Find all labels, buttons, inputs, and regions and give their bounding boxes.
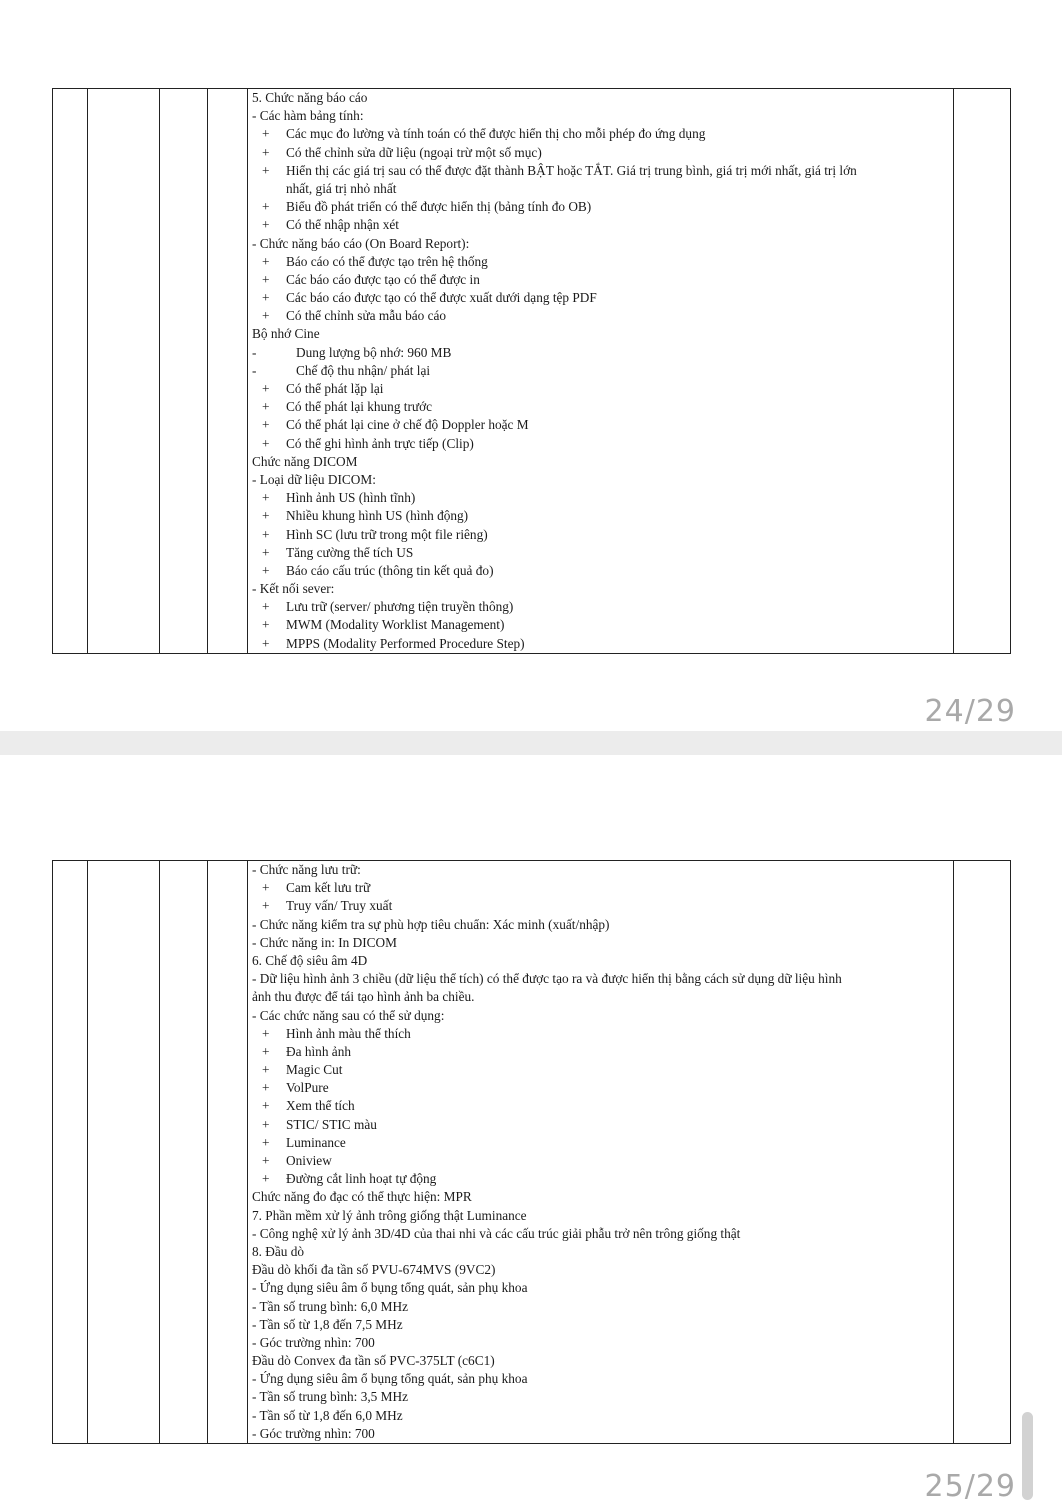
spec-line-text: MPPS (Modality Performed Procedure Step) xyxy=(286,635,525,651)
spec-line xyxy=(252,1298,949,1316)
plus-bullet: + xyxy=(262,1080,270,1096)
spec-line-text: Các mục đo lường và tính toán có thể được hiển thị cho mỗi phép đo ứng dụng xyxy=(286,126,706,142)
plus-bullet: + xyxy=(262,399,270,415)
table-cell-name xyxy=(88,861,160,1444)
plus-bullet: + xyxy=(262,562,270,578)
spec-table-page-25 xyxy=(52,860,1011,1444)
spec-line xyxy=(252,635,949,653)
table-cell-unit xyxy=(160,861,208,1444)
plus-bullet: + xyxy=(262,435,270,451)
spec-line-text: Magic Cut xyxy=(286,1062,343,1078)
spec-line-text: - Ứng dụng siêu âm ổ bụng tổng quát, sản phụ khoa xyxy=(252,1280,528,1296)
plus-bullet: + xyxy=(262,1098,270,1114)
spec-line xyxy=(252,544,949,562)
spec-line-text: nhất, giá trị nhỏ nhất xyxy=(286,180,397,196)
spec-line-text: - Tần số từ 1,8 đến 6,0 MHz xyxy=(252,1407,403,1423)
spec-line xyxy=(252,1207,949,1225)
spec-line-text: - Góc trường nhìn: 700 xyxy=(252,1425,375,1441)
plus-bullet: + xyxy=(262,1153,270,1168)
spec-line-text: - Tần số từ 1,8 đến 7,5 MHz xyxy=(252,1316,403,1332)
spec-line xyxy=(252,970,949,988)
plus-bullet: + xyxy=(262,144,270,160)
spec-line-text: - Góc trường nhìn: 700 xyxy=(252,1334,375,1350)
table-cell-qty xyxy=(208,89,248,654)
plus-bullet: + xyxy=(262,544,270,560)
spec-line-text: Bộ nhớ Cine xyxy=(252,326,320,342)
spec-line-text: Lưu trữ (server/ phương tiện truyền thông) xyxy=(286,599,514,615)
spec-line-text: Dung lượng bộ nhớ: 960 MB xyxy=(296,344,452,360)
spec-line xyxy=(252,916,949,934)
spec-line xyxy=(252,861,949,879)
page-number: 24/29 xyxy=(924,694,1016,729)
table-cell-specifications xyxy=(248,861,954,1444)
spec-line xyxy=(252,598,949,616)
spec-line xyxy=(252,1079,949,1097)
spec-line xyxy=(252,435,949,453)
spec-line-text: - Chức năng in: In DICOM xyxy=(252,934,397,950)
spec-line-text: Có thể phát lại cine ở chế độ Doppler hoặc M xyxy=(286,417,529,433)
document-page-25 xyxy=(0,755,1062,1504)
spec-line-text: Có thể chỉnh sửa mẫu báo cáo xyxy=(286,308,447,324)
spec-line xyxy=(252,616,949,634)
plus-bullet: + xyxy=(262,290,270,306)
spec-line xyxy=(252,1007,949,1025)
plus-bullet: + xyxy=(262,1025,270,1041)
spec-line-text: STIC/ STIC màu xyxy=(286,1116,377,1132)
spec-line-text: MWM (Modality Worklist Management) xyxy=(286,617,505,633)
table-cell-index xyxy=(53,861,88,1444)
spec-line xyxy=(252,471,949,489)
spec-line xyxy=(252,1388,949,1406)
spec-line xyxy=(252,1152,949,1170)
spec-line-text: Đường cắt linh hoạt tự động xyxy=(286,1171,437,1187)
dash-bullet: - xyxy=(252,362,257,378)
plus-bullet: + xyxy=(262,526,270,542)
spec-line xyxy=(252,235,949,253)
spec-line-text: Có thể ghi hình ảnh trực tiếp (Clip) xyxy=(286,435,474,451)
spec-line-text: Truy vấn/ Truy xuất xyxy=(286,898,393,914)
plus-bullet: + xyxy=(262,898,270,914)
plus-bullet: + xyxy=(262,1171,270,1187)
spec-line-text: Báo cáo cấu trúc (thông tin kết quả đo) xyxy=(286,562,494,578)
spec-line xyxy=(252,1352,949,1370)
spec-line-text: Các báo cáo được tạo có thể được xuất dưới dạng tệp PDF xyxy=(286,290,597,306)
spec-line xyxy=(252,216,949,234)
document-page-24 xyxy=(0,0,1062,731)
scrollbar-thumb[interactable] xyxy=(1022,1412,1033,1500)
spec-line xyxy=(252,144,949,162)
specifications-text xyxy=(248,861,953,1443)
spec-line xyxy=(252,89,949,107)
spec-line xyxy=(252,362,949,380)
table-cell-note xyxy=(954,861,1011,1444)
spec-line-text: Chức năng đo đạc có thể thực hiện: MPR xyxy=(252,1189,472,1205)
spec-line xyxy=(252,988,949,1006)
plus-bullet: + xyxy=(262,381,270,396)
spec-line xyxy=(252,289,949,307)
spec-line-text: - Loại dữ liệu DICOM: xyxy=(252,471,376,487)
plus-bullet: + xyxy=(262,1062,270,1078)
spec-line xyxy=(252,1261,949,1279)
plus-bullet: + xyxy=(262,490,270,506)
spec-line-text: Đầu dò khối đa tần số PVU-674MVS (9VC2) xyxy=(252,1262,496,1278)
spec-line xyxy=(252,934,949,952)
spec-line xyxy=(252,1043,949,1061)
spec-line xyxy=(252,325,949,343)
spec-line xyxy=(252,1407,949,1425)
spec-line-text: - Ứng dụng siêu âm ổ bụng tổng quát, sản phụ khoa xyxy=(252,1371,528,1387)
plus-bullet: + xyxy=(262,308,270,324)
spec-line xyxy=(252,271,949,289)
spec-line xyxy=(252,1188,949,1206)
spec-line-text: Biểu đồ phát triển có thể được hiển thị (bảng tính đo OB) xyxy=(286,199,592,215)
table-row xyxy=(53,89,1011,654)
spec-line xyxy=(252,344,949,362)
spec-line-text: 6. Chế độ siêu âm 4D xyxy=(252,952,368,968)
spec-line xyxy=(252,1334,949,1352)
spec-line xyxy=(252,879,949,897)
spec-line xyxy=(252,162,949,180)
spec-line-text: Xem thể tích xyxy=(286,1098,355,1114)
spec-line-text: Báo cáo có thể được tạo trên hệ thống xyxy=(286,253,488,269)
plus-bullet: + xyxy=(262,1134,270,1150)
spec-line-text: Nhiều khung hình US (hình động) xyxy=(286,508,469,524)
spec-line xyxy=(252,380,949,398)
spec-line-text: ảnh thu được để tái tạo hình ảnh ba chiều. xyxy=(252,989,475,1005)
table-cell-unit xyxy=(160,89,208,654)
spec-line xyxy=(252,1316,949,1334)
spec-line-text: Cam kết lưu trữ xyxy=(286,880,371,896)
spec-line xyxy=(252,307,949,325)
plus-bullet: + xyxy=(262,635,270,651)
spec-line xyxy=(252,107,949,125)
spec-line-text: - Dữ liệu hình ảnh 3 chiều (dữ liệu thể tích) có thể được tạo ra và được hiển thị bằng cách sử dụng dữ liệu hình xyxy=(252,971,842,987)
spec-line xyxy=(252,453,949,471)
table-cell-index xyxy=(53,89,88,654)
spec-line-text: 8. Đầu dò xyxy=(252,1243,305,1259)
spec-line xyxy=(252,526,949,544)
spec-line-text: Chế độ thu nhận/ phát lại xyxy=(296,362,431,378)
spec-line xyxy=(252,1134,949,1152)
spec-line xyxy=(252,562,949,580)
spec-line xyxy=(252,253,949,271)
spec-line xyxy=(252,180,949,198)
spec-line xyxy=(252,1170,949,1188)
plus-bullet: + xyxy=(262,1043,270,1059)
plus-bullet: + xyxy=(262,599,270,615)
spec-line xyxy=(252,1425,949,1443)
spec-line xyxy=(252,1225,949,1243)
spec-line-text: Oniview xyxy=(286,1153,332,1168)
spec-line xyxy=(252,489,949,507)
spec-line xyxy=(252,897,949,915)
spec-line-text: - Các chức năng sau có thể sử dụng: xyxy=(252,1007,445,1023)
plus-bullet: + xyxy=(262,217,270,233)
spec-line-text: Hình ảnh US (hình tĩnh) xyxy=(286,490,416,506)
spec-line xyxy=(252,580,949,598)
spec-line xyxy=(252,952,949,970)
spec-line-text: - Các hàm bảng tính: xyxy=(252,108,364,124)
table-cell-specifications xyxy=(248,89,954,654)
spec-line-text: Có thể phát lặp lại xyxy=(286,381,384,396)
spec-line xyxy=(252,507,949,525)
plus-bullet: + xyxy=(262,880,270,896)
spec-line xyxy=(252,1279,949,1297)
spec-line-text: Đa hình ảnh xyxy=(286,1043,351,1059)
plus-bullet: + xyxy=(262,199,270,215)
spec-line xyxy=(252,125,949,143)
plus-bullet: + xyxy=(262,271,270,287)
spec-line-text: 5. Chức năng báo cáo xyxy=(252,90,368,105)
spec-line-text: Hiển thị các giá trị sau có thể được đặt thành BẬT hoặc TẮT. Giá trị trung bình, giá trị mới nhất, giá trị lớn xyxy=(286,162,857,178)
spec-line-text: - Công nghệ xử lý ảnh 3D/4D của thai nhi và các cấu trúc giải phẫu trở nên trông giống thật xyxy=(252,1225,741,1241)
plus-bullet: + xyxy=(262,508,270,524)
spec-line xyxy=(252,1097,949,1115)
spec-line-text: - Chức năng kiểm tra sự phù hợp tiêu chuẩn: Xác minh (xuất/nhập) xyxy=(252,916,610,932)
spec-line xyxy=(252,1370,949,1388)
plus-bullet: + xyxy=(262,617,270,633)
table-cell-name xyxy=(88,89,160,654)
spec-line xyxy=(252,1116,949,1134)
dash-bullet: - xyxy=(252,344,257,360)
plus-bullet: + xyxy=(262,417,270,433)
spec-line xyxy=(252,1243,949,1261)
spec-line xyxy=(252,398,949,416)
spec-line xyxy=(252,1025,949,1043)
spec-line-text: Hình ảnh màu thể thích xyxy=(286,1025,411,1041)
spec-line-text: Hình SC (lưu trữ trong một file riêng) xyxy=(286,526,488,542)
table-row xyxy=(53,861,1011,1444)
spec-line-text: Có thể nhập nhận xét xyxy=(286,217,399,233)
plus-bullet: + xyxy=(262,162,270,178)
spec-line-text: Có thể chỉnh sửa dữ liệu (ngoại trừ một số mục) xyxy=(286,144,542,160)
plus-bullet: + xyxy=(262,1116,270,1132)
spec-line xyxy=(252,198,949,216)
spec-line-text: Có thể phát lại khung trước xyxy=(286,399,433,415)
spec-line-text: - Kết nối sever: xyxy=(252,581,335,597)
specifications-text xyxy=(248,89,953,653)
spec-line-text: - Chức năng lưu trữ: xyxy=(252,862,361,877)
plus-bullet: + xyxy=(262,126,270,142)
spec-line xyxy=(252,1061,949,1079)
spec-line-text: - Tần số trung bình: 6,0 MHz xyxy=(252,1298,408,1314)
spec-line-text: Chức năng DICOM xyxy=(252,453,358,469)
spec-line-text: 7. Phần mềm xử lý ảnh trông giống thật Luminance xyxy=(252,1207,527,1223)
spec-table-page-24 xyxy=(52,88,1011,654)
spec-line-text: Đầu dò Convex đa tần số PVC-375LT (c6C1) xyxy=(252,1353,495,1369)
spec-line-text: Các báo cáo được tạo có thể được in xyxy=(286,271,480,287)
spec-line-text: - Tần số trung bình: 3,5 MHz xyxy=(252,1389,408,1405)
spec-line-text: Luminance xyxy=(286,1134,346,1150)
table-cell-qty xyxy=(208,861,248,1444)
spec-line-text: Tăng cường thể tích US xyxy=(286,544,414,560)
page-separator xyxy=(0,731,1062,755)
page-number: 25/29 xyxy=(924,1469,1016,1504)
spec-line xyxy=(252,416,949,434)
plus-bullet: + xyxy=(262,253,270,269)
table-cell-note xyxy=(954,89,1011,654)
spec-line-text: - Chức năng báo cáo (On Board Report): xyxy=(252,235,470,251)
spec-line-text: VolPure xyxy=(286,1080,329,1096)
